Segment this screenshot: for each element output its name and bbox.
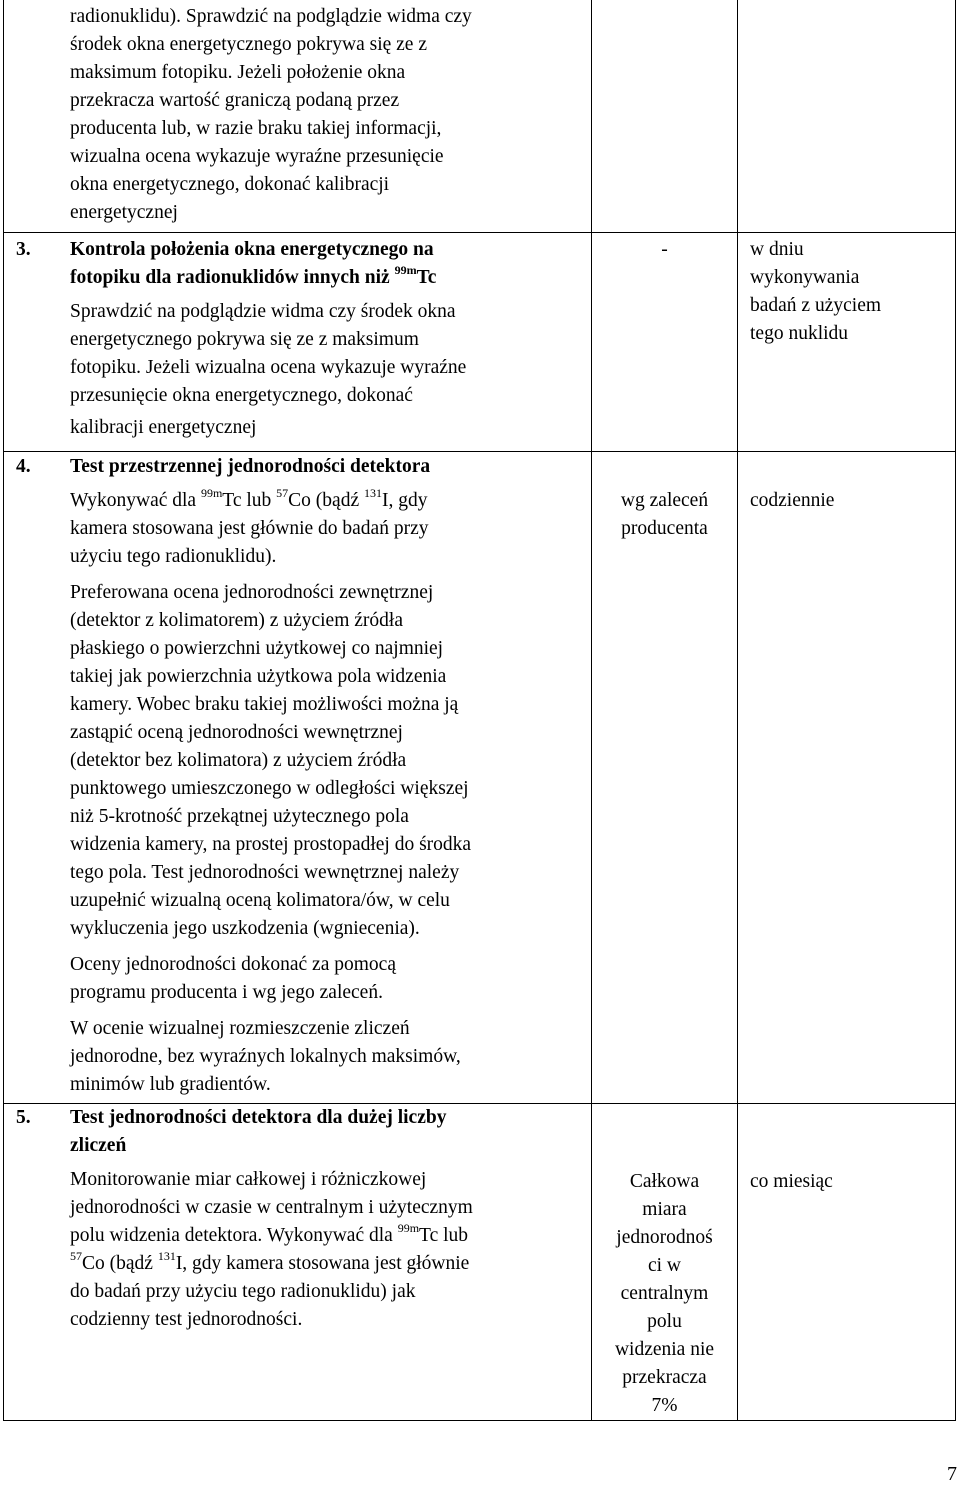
row4-number: 4. <box>16 456 31 477</box>
row3-number: 3. <box>16 239 31 260</box>
table-border-col3 <box>737 0 738 1421</box>
row4-frequency: codziennie <box>750 490 835 511</box>
row-divider-4 <box>3 451 956 452</box>
row5-frequency: co miesiąc <box>750 1171 833 1192</box>
row5-heading: Test jednorodności detektora dla dużej liczby <box>70 1107 447 1128</box>
row5-description: Test jednorodności detektora dla dużej liczby zliczeń Monitorowanie miar całkowej i różniczkowej jednorodności w czasie w centralnym i użytecznym polu widzenia detektora. Wykonywać dla $^{99m}$Tc lub $^{57}$Co (bądź $^{131}$I, gdy kamera stosowana jest głównie do badań przy użyciu tego radionuklidu) jak codzienny test jednorodności. <box>70 1104 585 1334</box>
row3-frequency: w dniu wykonywania badań z użyciem tego nuklidu <box>750 239 882 344</box>
row5-number: 5. <box>16 1107 31 1128</box>
row3-heading: Kontrola położenia okna energetycznego na <box>70 239 434 260</box>
row3-tolerance: - <box>661 239 668 260</box>
table-border-left <box>3 0 4 1421</box>
row2-continuation-text: radionuklidu). Sprawdzić na podglądzie widma czy środek okna energetycznego pokrywa się ze z maksimum fotopiku. Jeżeli położenie okna przekracza wartość graniczą podaną przez producenta lub, w razie braku takiej informacji, wizualna ocena wykazuje wyraźne przesunięcie okna energetycznego, dokonać kalibracji energetycznej <box>70 6 472 223</box>
table-border-bottom <box>3 1420 956 1421</box>
row4-heading: Test przestrzennej jednorodności detektora <box>70 456 431 477</box>
row5-heading-line2: zliczeń <box>70 1135 127 1156</box>
row-divider-3 <box>3 232 956 233</box>
page-number: 7 <box>947 1463 957 1485</box>
row4-description: Test przestrzennej jednorodności detektora Wykonywać dla $^{99m}$Tc lub $^{57}$Co (bądź $^{131}$I, gdy kamera stosowana jest głównie do badań przy użyciu tego radionuklidu). Preferowana ocena jednorodności zewnętrznej (detektor z kolimatorem) z użyciem źródła płaskiego o powierzchni użytkowej co najmniej takiej jak powierzchnia użytkowa pola widzenia kamery. Wobec braku takiej możliwości można ją zastąpić oceną jednorodności wewnętrznej (detektor bez kolimatora) z użyciem źródła punktowego umieszczonego w odległości większej niż 5-krotność przekątnej użytecznego pola widzenia kamery, na prostej prostopadłej do środka tego pola. Test jednorodności wewnętrznej należy uzupełnić wizualną oceną kolimatora/ów, w celu wykluczenia jego uszkodzenia (wgniecenia). Oceny jednorodności dokonać za pomocą programu producenta i wg jego zaleceń. W ocenie wizualnej rozmieszczenie zliczeń jednorodne, bez wyraźnych lokalnych maksimów, minimów lub gradientów. <box>70 453 585 1099</box>
table-border-right <box>955 0 956 1421</box>
row3-description: Kontrola położenia okna energetycznego na fotopiku dla radionuklidów innych niż $^{99m}$Tc Sprawdzić na podglądzie widma czy środek okna energetycznego pokrywa się ze z maksimum fotopiku. Jeżeli wizualna ocena wykazuje wyraźne przesunięcie okna energetycznego, dokonać kalibracji energetycznej <box>70 236 585 442</box>
row5-tolerance: Całkowa miara jednorodnoś ci w centralnym polu widzenia nie przekracza 7% <box>614 1171 715 1416</box>
row4-tolerance: wg zaleceń producenta <box>620 490 709 539</box>
row3-heading-line2: fotopiku dla radionuklidów innych niż $^{99m}$Tc <box>70 263 437 288</box>
